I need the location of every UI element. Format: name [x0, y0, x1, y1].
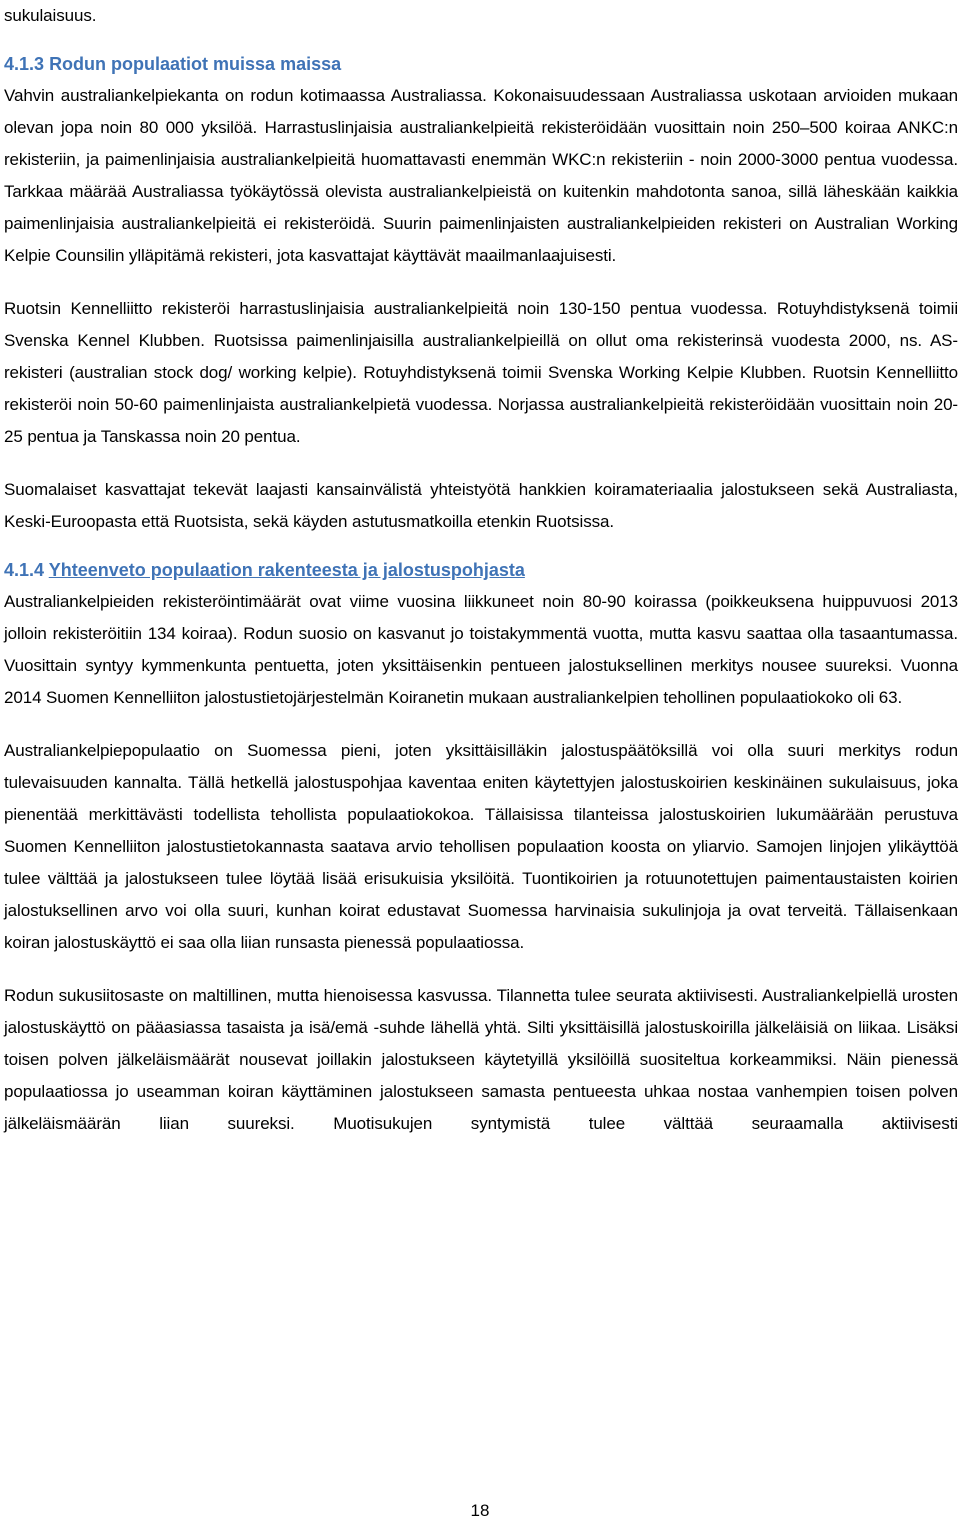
section-number: 4.1.3 [4, 54, 45, 74]
paragraph-fragment-top: sukulaisuus. [4, 6, 97, 25]
section-heading-4-1-4 [4, 554, 958, 586]
document-page [4, 0, 958, 1140]
section-heading-4-1-3 [4, 48, 958, 80]
section-title: Yhteenveto populaation rakenteesta ja jalostuspohjasta [48, 560, 525, 580]
paragraph: Australiankelpieiden rekisteröintimäärät ovat viime vuosina liikkuneet noin 80-90 koirassa (poikkeuksena huippuvuosi 2013 jolloin rekisteröitiin 134 koiraa). Rodun suosio on kasvanut jo toistakymmentä vuotta, mutta kasvu saattaa olla tasaantumassa. Vuosittain syntyy kymmenkunta pentuetta, joten yksittäisenkin pentueen jalostuksellinen merkitys nousee suureksi. Vuonna 2014 Suomen Kennelliiton jalostustietojärjestelmän Koiranetin mukaan australiankelpien tehollinen populaatiokoko oli 63. [4, 592, 958, 707]
paragraph: Vahvin australiankelpiekanta on rodun kotimaassa Australiassa. Kokonaisuudessaan Australiassa uskotaan arvioiden mukaan olevan jopa noin 80 000 yksilöä. Harrastuslinjaisia australiankelpieitä rekisteröidään vuosittain noin 250–500 koiraa ANKC:n rekisteriin, ja paimenlinjaisia australiankelpieitä huomattavasti enemmän WKC:n rekisteriin - noin 2000-3000 pentua vuodessa. Tarkkaa määrää Australiassa työkäytössä olevista australiankelpieistä on kuitenkin mahdotonta sanoa, sillä läheskään kaikkia paimenlinjaisia australiankelpieitä ei rekisteröidä. Suurin paimenlinjaisten australiankelpieiden rekisteri on Australian Working Kelpie Counsilin ylläpitämä rekisteri, jota kasvattajat käyttävät maailmanlaajuisesti. [4, 86, 958, 265]
paragraph: Rodun sukusiitosaste on maltillinen, mutta hienoisessa kasvussa. Tilannetta tulee seurata aktiivisesti. Australiankelpiellä urosten jalostuskäyttö on pääasiassa tasaista ja isä/emä -suhde lähellä yhtä. Silti yksittäisillä jalostuskoirilla jälkeläisiä on liikaa. Lisäksi toisen polven jälkeläismäärät nousevat joillakin jalostukseen käytetyillä yksilöillä suositeltua korkeammiksi. Näin pienessä populaatiossa jo useamman koiran käyttäminen jalostukseen samasta pentueesta uhkaa nostaa vanhempien toisen polven jälkeläismäärän liian suureksi. Muotisukujen syntymistä tulee välttää seuraamalla aktiivisesti [4, 986, 958, 1133]
section-title: Rodun populaatiot muissa maissa [49, 54, 342, 74]
paragraph: Suomalaiset kasvattajat tekevät laajasti kansainvälistä yhteistyötä hankkien koiramateriaalia jalostukseen sekä Australiasta, Keski-Euroopasta että Ruotsista, sekä käyden astutusmatkoilla etenkin Ruotsissa. [4, 480, 958, 531]
page-number: 18 [470, 1501, 490, 1520]
section-number: 4.1.4 [4, 560, 45, 580]
paragraph: Australiankelpiepopulaatio on Suomessa pieni, joten yksittäisilläkin jalostuspäätöksillä voi olla suuri merkitys rodun tulevaisuuden kannalta. Tällä hetkellä jalostuspohjaa kaventaa eniten käytettyjen jalostuskoirien keskinäinen sukulaisuus, joka pienentää merkittävästi todellista tehollista populaatiokokoa. Tällaisissa tilanteissa jalostuskoirien lukumäärään perustuva Suomen Kennelliiton jalostustietokannasta saatava arvio tehollisen populaation koosta on yliarvio. Samojen linjojen ylikäyttöä tulee välttää ja jalostukseen tulee löytää lisää erisukuisia yksilöitä. Tuontikoirien ja rotuunotettujen paimentaustaisten koirien jalostuksellinen arvo voi olla suuri, kunhan koirat edustavat Suomessa harvinaisia sukulinjoja ja ovat terveitä. Tällaisenkaan koiran jalostuskäyttö ei saa olla liian runsasta pienessä populaatiossa. [4, 741, 958, 952]
paragraph: Ruotsin Kennelliitto rekisteröi harrastuslinjaisia australiankelpieitä noin 130-150 pentua vuodessa. Rotuyhdistyksenä toimii Svenska Kennel Klubben. Ruotsissa paimenlinjaisilla australiankelpieillä on ollut oma rekisterinsä vuodesta 2000, ns. AS-rekisteri (australian stock dog/ working kelpie). Rotuyhdistyksenä toimii Svenska Working Kelpie Klubben. Ruotsin Kennelliitto rekisteröi noin 50-60 paimenlinjaista australiankelpietä vuodessa. Norjassa australiankelpieitä rekisteröidään vuosittain noin 20-25 pentua ja Tanskassa noin 20 pentua. [4, 299, 958, 446]
